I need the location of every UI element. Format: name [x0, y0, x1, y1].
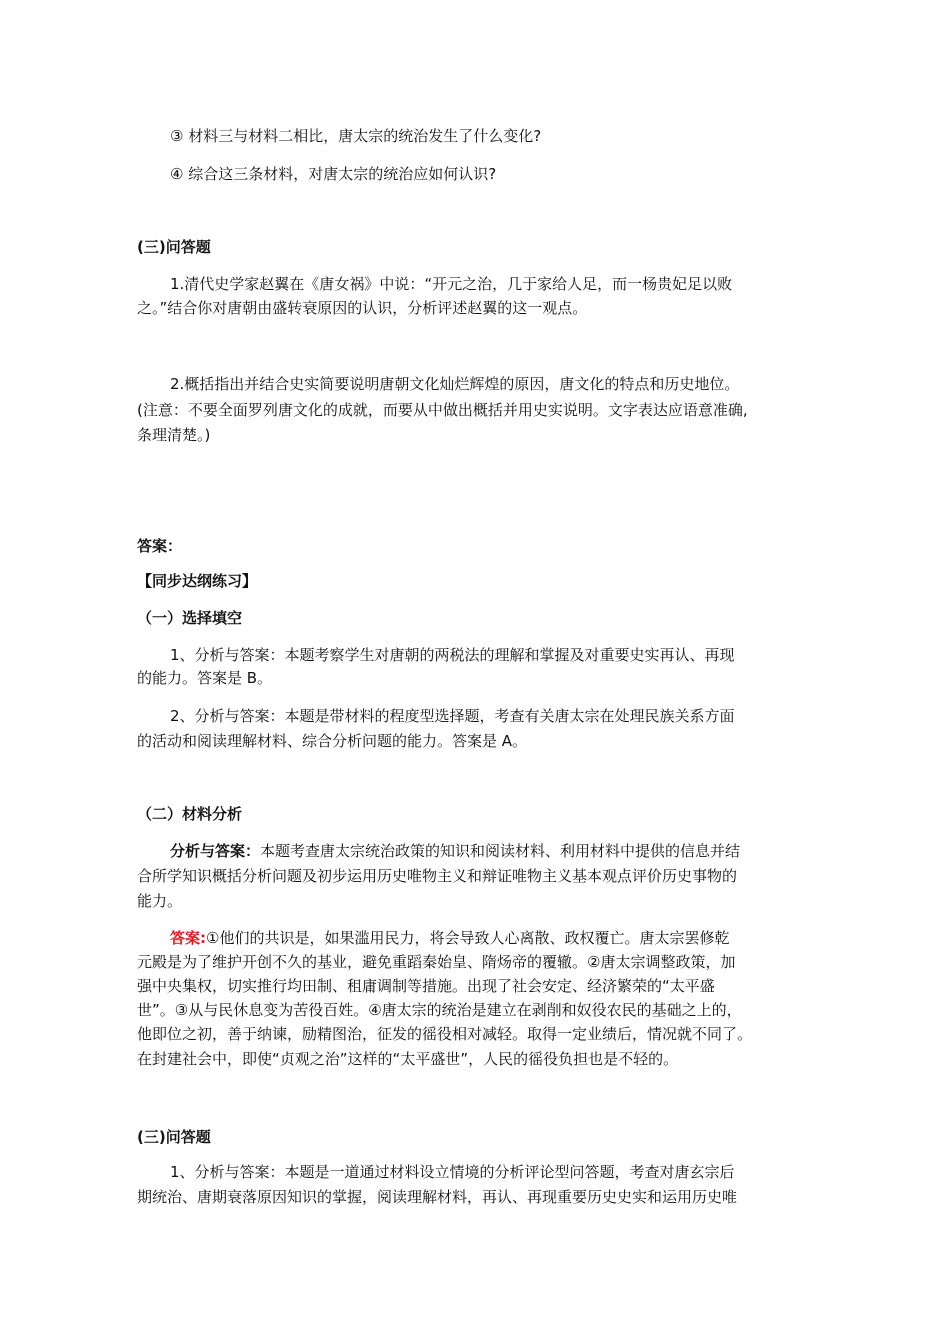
answer-line-1	[170, 928, 729, 948]
answer-2-line-2: 的活动和阅读理解材料、综合分析问题的能力。答案是 A。	[137, 732, 528, 750]
answer-line-2: 元殿是为了维护开创不久的基业，避免重蹈秦始皇、隋炀帝的覆辙。②唐太宗调整政策，加	[137, 953, 736, 971]
essay-answer-1-line-1: 1、分析与答案：本题是一道通过材料设立情境的分析评论型问答题，考查对唐玄宗后	[170, 1163, 735, 1181]
essay-q2-line-2: (注意：不要全面罗列唐文化的成就，而要从中做出概括并用史实说明。文字表达应语意准确,	[137, 401, 748, 419]
analysis-line-2: 合所学知识概括分析问题及初步运用历史唯物主义和辩证唯物主义基本观点评价历史事物的	[137, 867, 738, 885]
answer-2-line-1: 2、分析与答案：本题是带材料的程度型选择题，考查有关唐太宗在处理民族关系方面	[170, 707, 735, 725]
answers-title: 答案：	[137, 537, 183, 555]
analysis-line-1	[170, 841, 740, 861]
answer-label: 答案:	[170, 929, 206, 947]
answer-text: ①他们的共识是，如果滥用民力，将会导致人心离散、政权覆亡。唐太宗罢修乾	[206, 929, 730, 947]
answers-essay-heading: (三)问答题	[137, 1128, 211, 1146]
choice-section-heading: （一）选择填空	[137, 609, 243, 627]
sync-practice-heading: 【同步达纲练习】	[137, 572, 258, 590]
essay-section-heading: (三)问答题	[137, 238, 211, 256]
question-3: ③ 材料三与材料二相比，唐太宗的统治发生了什么变化?	[170, 127, 542, 145]
essay-q1-line-2: 之。”结合你对唐朝由盛转衰原因的认识，分析评述赵翼的这一观点。	[137, 299, 588, 317]
essay-q1-line-1: 1.清代史学家赵翼在《唐女祸》中说：“开元之治，几于家给人足，而一杨贵妃足以败	[170, 275, 733, 293]
answer-1-line-1: 1、分析与答案：本题考察学生对唐朝的两税法的理解和掌握及对重要史实再认、再现	[170, 646, 735, 664]
answer-line-5: 他即位之初，善于纳谏，励精图治，征发的徭役相对减轻。取得一定业绩后，情况就不同了。	[137, 1025, 753, 1043]
analysis-text: 本题考查唐太宗统治政策的知识和阅读材料、利用材料中提供的信息并结	[260, 842, 741, 860]
analysis-label: 分析与答案：	[170, 842, 261, 860]
analysis-line-3: 能力。	[137, 892, 183, 910]
material-analysis-heading: （二）材料分析	[137, 805, 243, 823]
essay-q2-line-1: 2.概括指出并结合史实简要说明唐朝文化灿烂辉煌的原因，唐文化的特点和历史地位。	[170, 375, 740, 393]
essay-q2-line-3: 条理清楚。)	[137, 426, 211, 444]
answer-1-line-2: 的能力。答案是 B。	[137, 669, 273, 687]
essay-answer-1-line-2: 期统治、唐期衰落原因知识的掌握，阅读理解材料，再认、再现重要历史史实和运用历史唯	[137, 1188, 738, 1206]
question-4: ④ 综合这三条材料，对唐太宗的统治应如何认识?	[170, 165, 497, 183]
answer-line-6: 在封建社会中，即使“贞观之治”这样的“太平盛世”，人民的徭役负担也是不轻的。	[137, 1050, 679, 1068]
answer-line-4: 世”。③从与民休息变为苦役百姓。④唐太宗的统治是建立在剥削和奴役农民的基础之上的，	[137, 1001, 742, 1019]
answer-line-3: 强中央集权，切实推行均田制、租庸调制等措施。出现了社会安定、经济繁荣的“太平盛	[137, 977, 715, 995]
